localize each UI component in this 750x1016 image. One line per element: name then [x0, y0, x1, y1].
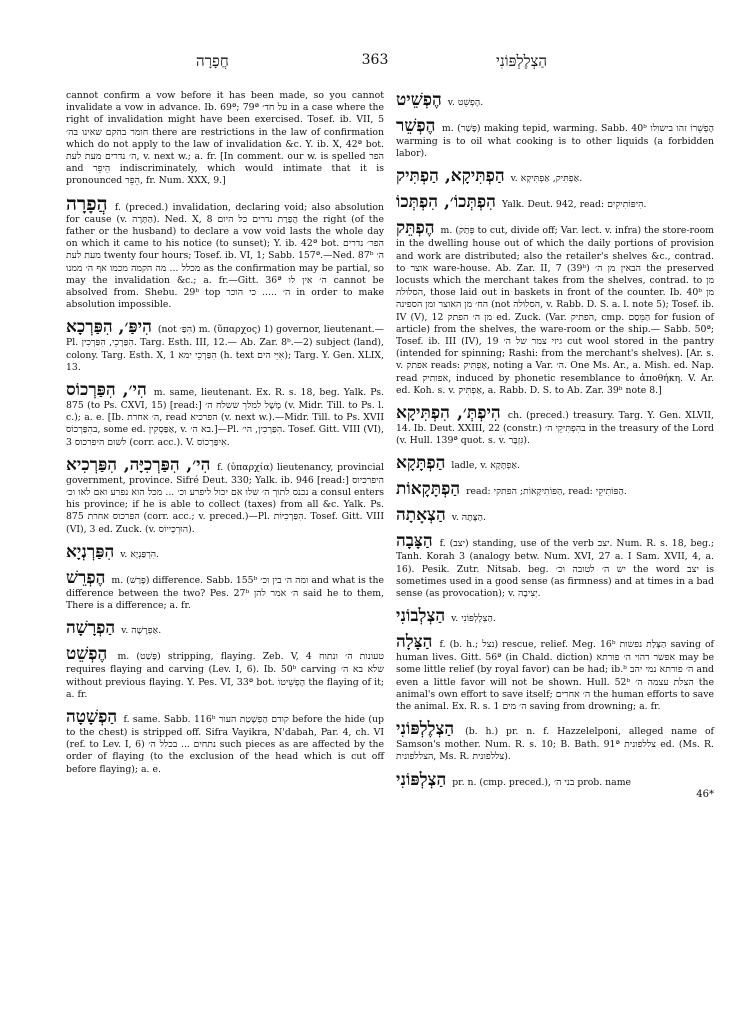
dictionary-entry — [66, 194, 384, 312]
entry-headword: הִי׳, הִפַּרְכוֹס — [66, 380, 147, 401]
dictionary-entry — [66, 568, 384, 612]
dictionary-entry — [66, 90, 384, 188]
entry-headword: הִפַּרְנְיָא — [66, 541, 115, 562]
entry-text: f. same. Sabb. 116ᵇ קודם הַפְשָׁטַת העור before the hide (up to the chest) is stripped off. Sifra Vayikra, N'dabah, Par. 4, ch. VI (ref. to Lev. I, 6) נתחים ... בכלל ה׳ such pieces as are affected by the order of flaying (to the exclusion of the head which is cut off before flaying); a. e. — [66, 713, 384, 775]
entry-text: v. אַפְרָשָׁה. — [121, 625, 162, 637]
entry-headword: הֶפְשֵׁט — [66, 644, 108, 665]
entry-headword: הִיפְתְּ׳, הִפְתִּיקָא — [396, 403, 501, 424]
entry-headword: הַפְתָּקָאוֹת — [396, 479, 461, 500]
entry-headword: הַפְתִּיקָא, הַפְתִּיק — [396, 166, 505, 187]
entry-headword: הַפְשָׁטָה — [66, 706, 118, 727]
dictionary-entry — [66, 707, 384, 776]
dictionary-entry — [66, 542, 384, 562]
dictionary-entry — [66, 317, 384, 374]
dictionary-entry — [396, 166, 714, 186]
entry-headword: הֶפְתֵּק — [396, 218, 435, 239]
entry-text: f. (יצב) standing, use of the verb יצב. Num. R. s. 18, beg.; Tanh. Korah 3 (analogy betw. Num. XVI, 27 a. I Sam. XVII, 4, a. 16). Pesik. Zutr. Nitsab. beg. יש ה׳ לטובה וכ׳ the word יצב is sometimes used in a good sense (as firmness) and at times in a bad sense (as provocation); v. יְצִיבָה. — [396, 538, 715, 600]
right-column — [396, 90, 714, 808]
entry-text: v. אַפְתִּיק, אַפְתִּיקָא. — [510, 173, 583, 185]
entry-headword: הַפְתָּקָא — [396, 453, 446, 474]
entry-headword: הֲפָרָה — [66, 192, 108, 215]
entry-headword: הַפְרָשָׁה — [66, 618, 116, 639]
entry-text: m. (פָּשַׁט) stripping, flaying. Zeb. V, 4 טעונות ה׳ ונתוח requires flaying and carving (Lev. I, 6). Ib. 50ᵇ carving שלא בא ה׳ without previous flaying. Y. Pes. VI, 33ª bot. הֶפְשֵׁיטוֹ the flaying of it; a. fr. — [66, 651, 385, 700]
dictionary-entry — [396, 403, 714, 447]
dictionary-entry — [396, 632, 714, 713]
dictionary-entry — [396, 505, 714, 525]
dictionary-entry — [66, 380, 384, 449]
entry-headword: הִיפַּ׳, הִפַּרְכָא — [66, 317, 152, 338]
entry-text: (b. h.) pr. n. f. Hazzelelponi, alleged name of Samson's mother. Num. R. s. 10; B. Bath. 91ª צללפונית ed. (Ms. R. הצללפונית, Ms. R. צללפונית). — [396, 726, 714, 763]
entry-text: v. הִרְפַּנְיָא. — [120, 548, 160, 560]
left-column — [66, 90, 384, 782]
dictionary-entry — [396, 770, 714, 802]
entry-headword: הַצָּבָה — [396, 531, 433, 552]
dictionary-entry — [66, 455, 384, 536]
dictionary-entry — [396, 116, 714, 160]
header-left-word: חֲפָרָה — [196, 52, 229, 70]
dictionary-entry — [396, 453, 714, 473]
entry-text: ch. (preced.) treasury. Targ. Y. Gen. XLVII, 14. Ib. Deut. XXIII, 22 (constr.) בהִפְתִּיקֵי ה׳ in the treasury of the Lord (v. Hull. 139ª quot. s. v. גִּזְבָּר). — [396, 410, 715, 447]
dictionary-entry — [66, 618, 384, 638]
entry-text: v. הַצְלֶלְפּוֹנִי. — [451, 613, 496, 625]
dictionary-entry — [66, 644, 384, 701]
entry-text: m. same, lieutenant. Ex. R. s. 18, beg. Yalk. Ps. 875 (to Ps. CXVI, 15) [read:] מָשָׁל למלך ששלח ה׳ (v. Midr. Till. to Ps. l. c.); a. e. [Ib. ה׳ אחרת, read הפרכיא (v. next w.).—Midr. Till. to Ps. XVII בהִפַּרְכוֹס, some ed. אַפַּסְקִין, v. בא ה׳.]—Pl. הִפַּרְכִין, הי׳. Tosef. Gitt. VIII (VI), 3 לשום היפרכוס (corr. acc.). V. אִיפַּרְכוֹס. — [66, 387, 385, 448]
entry-text: f. (preced.) invalidation, declaring void; also absolution for cause (v. הַתָּרָה). Ned. X, 8 הֲפָרַת נדרים כל היום the right (of the father or the husband) to declare a vow void lasts the whole day on which it came to his notice (to sunset); Y. ib. 42ª bot. הפר׳ נדרים מעת לעת twenty four hours; Tosef. ib. VI, 1; Sabb. 157ª.—Ned. 87ᵇ ה׳ מכלל ... מה הקמה מכמו אף ה׳ ממנו as the confirmation may be partial, so may the invalidation &c.; a. fr.—Gitt. 36ª ה׳ אין לו cannot be absolved from. Shebu. 29ᵇ top ה׳ ..... כי הוכר in order to make absolution impossible. — [66, 201, 385, 311]
dictionary-entry — [396, 531, 714, 600]
entry-text: pr. n. (cmp. preced.), בני ה׳ prob. name — [452, 776, 632, 788]
dictionary-entry — [396, 606, 714, 626]
entry-headword: הַצְלֶלְפּוֹנִי — [396, 719, 455, 740]
entry-text: cannot confirm a vow before it has been made, so you cannot invalidate a vow in advance. Ib. 69ª; 79ª על חד׳ in a case where the right of invalidation might have been exercised. Tosef. ib. VII, 5 חומר בהקם שאינו בה׳ there are restrictions in the law of confirmation which do not apply to the law of invalidation &c. Y. ib. X, 42ª bot. ה׳ נדרים מעת לעת, v. next w.; a. fr. [In comment. our w. is spelled הפר and הֵיפֵר indiscriminately, which would intimate that it is pronounced הֵפֵר, fr. Num. XXX, 9.] — [66, 90, 385, 187]
entry-headword: הַצָּלָה — [396, 632, 433, 653]
entry-headword: הִי׳, הִפַּרְכִיָּה, הִפַּרְכִיא — [66, 454, 211, 475]
signature-mark: 46* — [696, 789, 714, 801]
entry-text: ladle, v. אַפְתָּקָא. — [451, 460, 520, 472]
header-right-word: הַצְלֶלְפּוֹנִי — [496, 52, 548, 70]
entry-headword: הַצְלְבוֹנִי — [396, 606, 446, 627]
page-number: 363 — [361, 52, 389, 68]
entry-headword: הֶפְשֵׁר — [396, 116, 436, 136]
dictionary-entry — [396, 719, 714, 763]
dictionary-entry — [396, 479, 714, 499]
entry-text: m. (פָּרַשׁ) difference. Sabb. 155ᵇ ומה ה׳ בין וכ׳ and what is the difference between the two? Pes. 27ᵇ ה׳ אמר להן said he to them, There is a difference; a. fr. — [66, 574, 384, 612]
entry-headword: הֶפְרֵשׁ — [66, 567, 106, 588]
dictionary-entry — [396, 90, 714, 110]
entry-text: f. (b. h.; נצל) rescue, relief. Meg. 16ᵇ הַצָּלַת נפשות saving of human lives. Gitt. 56ª (in Chald. diction) אפשר דהוי ה׳ פורתא may be some little relief (by royal favor) can be had; ib.ᵇ ה׳ פורתא נמי יהב and even a little favor will not be shown. Hull. 52ᵇ הצלת עצמה ה׳ the animal's own effort to save itself; ה׳ אחרים the human efforts to save the animal. Ex. R. s. 1 ה׳ מים saving from drowning; a. fr. — [396, 639, 715, 713]
entry-text: m. (פְּתַק to cut, divide off; Var. lect. v. infra) the store-room in the dwelling house out of which the daily portions of provision and work are distributed; also the retailer's shelves &c., contrad. to אוצר ware-house. Ab. Zar. II, 7 (39ᵇ) הבאין מן ה׳ the preserved locusts which the merchant takes from the shelves, contrad. to מן הסלולה, those laid out in baskets in front of the counter. Ib. 40ᵇ מן הח׳ מן האוצר ומן הספינה (not הסלולה, v. Rabb. D. S. a. l. note 5); Tosef. ib. IV (V), 12 מן ה׳ הפתק ed. Zuck. (Var. הפתיק, cmp. הַמֵּסַם for fusion of article) from the shelves, the ware-room or the ship.— Sabb. 50ª; Tosef. ib. III (IV), 19 גיזי צמר של ה׳ cut wool stored in the pantry (intended for spinning; Rashi: from the merchant's shelves). [Ar. s. v. אפתק reads: אַפְתִּיק, noting a Var. ה׳. One Ms. Ar., a. Mish. ed. Nap. read אפותיק, induced by phonetic resemblance to ἀποθήκη. V. Ar. ed. Koh. s. v. אַפְתִּיק, a. Rabb. D. S. to Ab. Zar. 39ᵇ note 8.] — [396, 225, 715, 396]
entry-text: read: הַפּוֹתִיקָאוֹת; הפתקי, read: הַפּוֹתִיקֵי. — [466, 486, 627, 498]
entry-text: Yalk. Deut. 942, read: הִיפּוֹתִיקִים. — [501, 199, 647, 211]
entry-text: v. הֶפְשֵׁט. — [447, 97, 484, 108]
entry-headword: הֶפְשֵׁיט — [396, 90, 442, 110]
entry-text: f. (ὑπαρχία) lieutenancy, provincial government, province. Sifré Deut. 330; Yalk. ib. 946 [read:] היפרכיוס נכנס לתוך ה׳ שלו אם יכול ליפרע וכ׳ ... מכל הוא נפרע ואם לאו וכ׳ a consul enters his province; if he is able to collect (taxes) from all &c. Yalk. Ps. 875 הפרכוס אחרת (corr. acc.; v. preced.)—Pl. הִפַּרְכִיּוֹת. Tosef. Gitt. VIII (VI), 3 ed. Zuck. (v. הוּרְכְייוֹס). — [66, 461, 385, 535]
entry-text: (not הִפַּ׳) m. (ὕπαρχος) 1) governor, lieutenant.—Pl. הִפַּרְכֵי, הִפַּרְכִין. Targ. Esth. III, 12.— Ab. Zar. 8ᵇ.—2) subject (land), colony. Targ. Esth. X, 1 הִפַּרְכֵי ימא (h. text אִיֵּי הים); Targ. Y. Gen. XLIX, 13. — [66, 324, 385, 373]
entry-text: v. הַצָּתָה. — [451, 512, 486, 524]
entry-headword: הַצְאָתָה — [396, 505, 446, 526]
dictionary-entry — [396, 192, 714, 212]
entry-text: m. (פָּשַׁר) making tepid, warming. Sabb. 40ᵇ הֶפְשֵׁרוֹ זהו בישולו warming is to oil what cooking is to other liquids (a forbidden labor). — [396, 123, 714, 160]
entry-headword: הַצְלְפּוֹנִי — [396, 769, 447, 790]
entry-headword: הִפְתְּכוֹ׳, הִפְתְּכוֹ — [396, 192, 496, 213]
dictionary-entry — [396, 218, 714, 397]
